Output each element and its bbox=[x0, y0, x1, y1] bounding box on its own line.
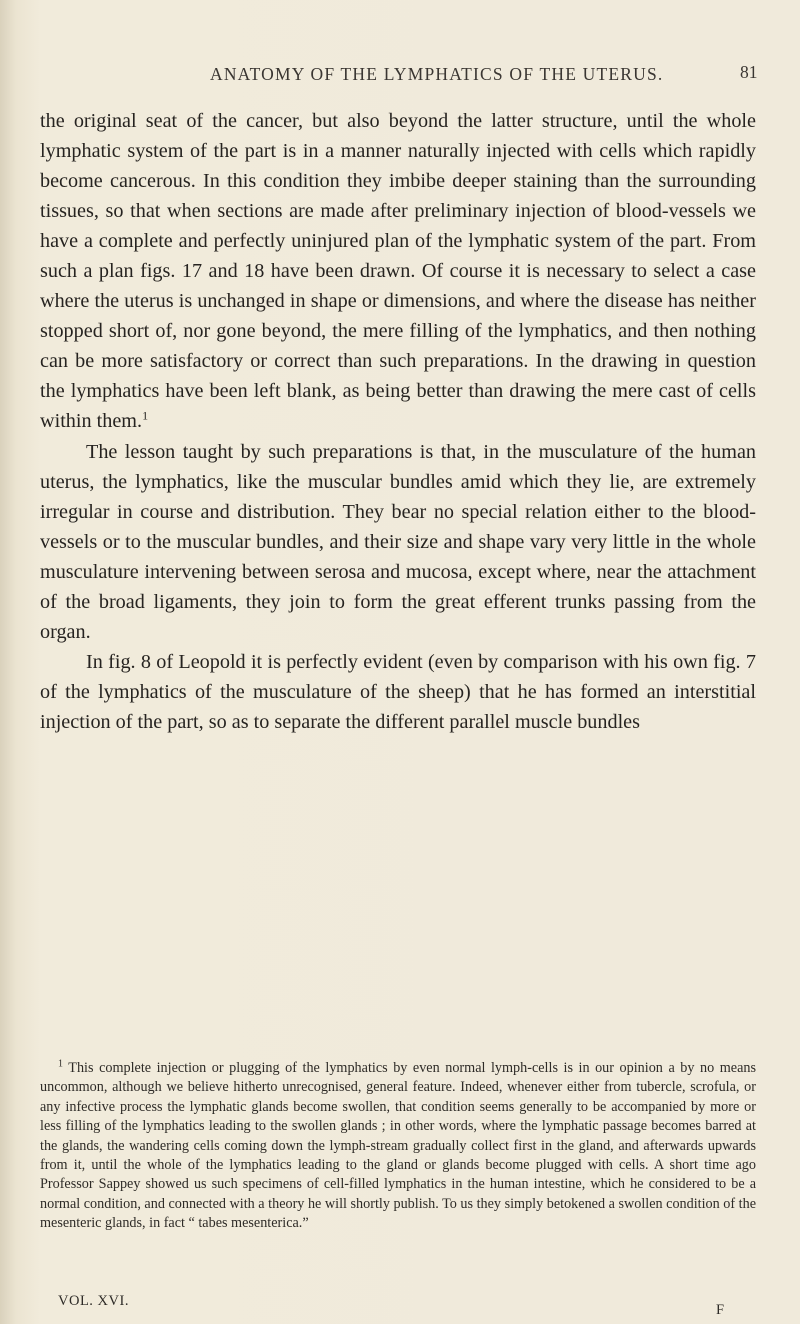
main-text bbox=[40, 106, 756, 737]
paragraph-1-text: the original seat of the cancer, but also beyond the latter structure, until the whole lymphatic system of the part is in a manner naturally injected with cells which rapidly become cancerous. In this condition they imbibe deeper staining than the surrounding tissues, so that when sections are made after preliminary injection of blood-vessels we have a complete and perfectly uninjured plan of the lymphatic system of the part. From such a plan figs. 17 and 18 have been drawn. Of course it is necessary to select a case where the uterus is unchanged in shape or dimensions, and where the disease has neither stopped short of, nor gone beyond, the mere filling of the lymphatics, and then nothing can be more satisfactory or correct than such preparations. In the drawing in question the lymphatics have been left blank, as being better than drawing the mere cast of cells within them. bbox=[40, 110, 756, 433]
footnote-text: This complete injection or plugging of the lymphatics by even normal lymph-cells is in our opinion a by no means uncommon, although we believe hitherto unrecognised, general feature. Indeed, whenever either from tubercle, scrofula, or any infective process the lymphatic glands become swollen, that condition seems generally to be accompanied by more or less filling of the lymphatics leading to the swollen glands ; in other words, where the lymphatic passage becomes barred at the glands, the wandering cells coming down the lymph-stream gradually collect first in the gland, and afterwards upwards from it, until the whole of the lymphatics leading to the gland or glands become plugged with cells. A short time ago Professor Sappey showed us such specimens of cell-filled lymphatics in the human intestine, which he considered to be a normal condition, and connected with a theory he will shortly publish. To us they simply betokened a swollen condition of the mesenteric glands, in fact “ tabes mesenterica.” bbox=[40, 1060, 756, 1232]
paragraph-3: In fig. 8 of Leopold it is perfectly evident (even by comparison with his own fig. 7 of the lymphatics of the musculature of the sheep) that he has formed an interstitial injection of the part, so as to separate the different parallel muscle bundles bbox=[40, 650, 756, 733]
footnote-reference: 1 bbox=[142, 408, 149, 423]
footnote-marker: 1 bbox=[58, 1058, 63, 1070]
running-title: ANATOMY OF THE LYMPHATICS OF THE UTERUS. bbox=[210, 64, 664, 84]
signature-letter: F bbox=[716, 1302, 725, 1318]
volume-signature: VOL. XVI. bbox=[58, 1293, 129, 1309]
paragraph-2: The lesson taught by such preparations is that, in the musculature of the human uterus, the lymphatics, like the muscular bundles amid which they lie, are extremely irregular in course and distribution. They bear no special relation either to the blood-vessels or to the muscular bundles, and their size and shape vary very little in the whole musculature intervening between serosa and mucosa, except where, near the attachment of the broad ligaments, they join to form the great efferent trunks passing from the organ. bbox=[40, 440, 756, 643]
paragraph-1 bbox=[40, 106, 756, 437]
footnote bbox=[40, 1059, 756, 1234]
footnote-paragraph bbox=[40, 1059, 756, 1234]
page-number: 81 bbox=[740, 62, 758, 82]
